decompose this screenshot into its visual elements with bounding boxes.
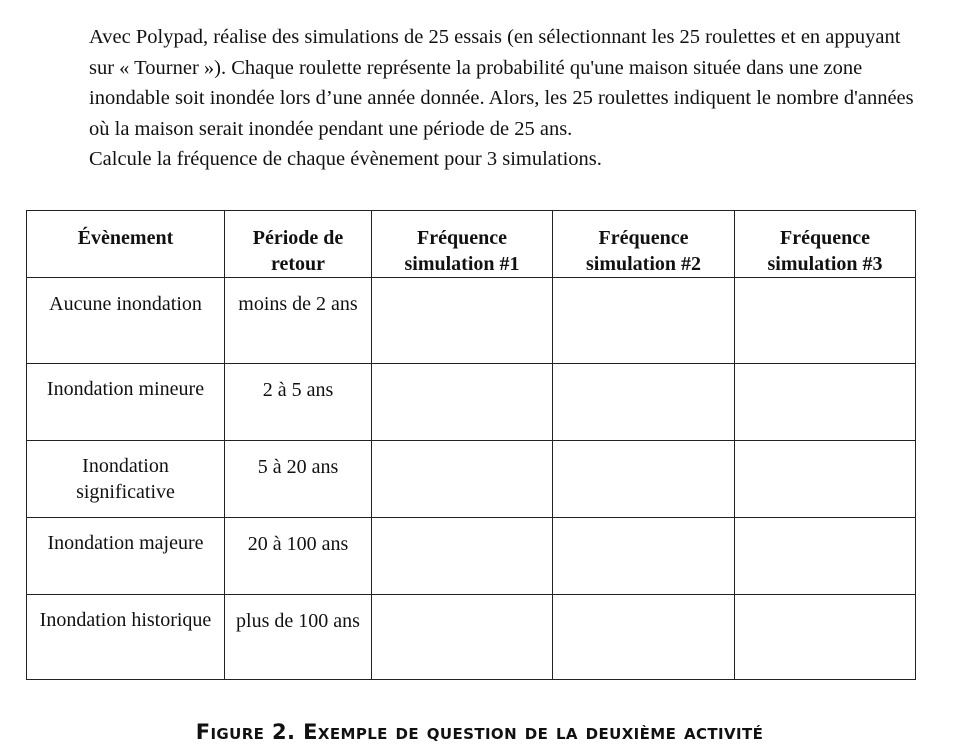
sim3-cell[interactable] (735, 518, 916, 595)
instructions (89, 22, 919, 175)
header-sim2: Fréquence simulation #2 (553, 211, 735, 278)
instructions-task: Calcule la fréquence de chaque évènement pour 3 simulations. (89, 148, 602, 170)
event-cell: Aucune inondation (27, 278, 225, 364)
period-cell: 20 à 100 ans (225, 518, 372, 595)
frequency-table (26, 210, 916, 680)
sim3-cell[interactable] (735, 595, 916, 680)
sim1-cell[interactable] (372, 441, 553, 518)
instructions-paragraph: Avec Polypad, réalise des simulations de 25 essais (en sélectionnant les 25 roulettes et en appuyant sur « Tourner »). Chaque roulette représente la probabilité qu'une maison située dans une zone inondable soit inondée lors d’une année donnée. Alors, les 25 roulettes indiquent le nombre d'années où la maison serait inondée pendant une période de 25 ans. (89, 26, 914, 140)
table-row (27, 595, 916, 680)
period-cell: 2 à 5 ans (225, 364, 372, 441)
header-event: Évènement (27, 211, 225, 278)
sim2-cell[interactable] (553, 364, 735, 441)
sim1-cell[interactable] (372, 278, 553, 364)
sim3-cell[interactable] (735, 278, 916, 364)
sim2-cell[interactable] (553, 518, 735, 595)
sim2-cell[interactable] (553, 595, 735, 680)
table-row (27, 518, 916, 595)
period-cell: 5 à 20 ans (225, 441, 372, 518)
table-row (27, 278, 916, 364)
figure-caption: Figure 2. Exemple de question de la deuxième activité (195, 720, 764, 744)
event-cell: Inondation significative (27, 441, 225, 518)
sim1-cell[interactable] (372, 595, 553, 680)
header-period: Période de retour (225, 211, 372, 278)
period-cell: plus de 100 ans (225, 595, 372, 680)
sim2-cell[interactable] (553, 441, 735, 518)
table-header-row (27, 211, 916, 278)
event-cell: Inondation majeure (27, 518, 225, 595)
table-row (27, 364, 916, 441)
sim3-cell[interactable] (735, 441, 916, 518)
table-row (27, 441, 916, 518)
sim1-cell[interactable] (372, 518, 553, 595)
sim2-cell[interactable] (553, 278, 735, 364)
header-sim1: Fréquence simulation #1 (372, 211, 553, 278)
sim3-cell[interactable] (735, 364, 916, 441)
header-sim3: Fréquence simulation #3 (735, 211, 916, 278)
event-cell: Inondation mineure (27, 364, 225, 441)
sim1-cell[interactable] (372, 364, 553, 441)
event-cell: Inondation historique (27, 595, 225, 680)
period-cell: moins de 2 ans (225, 278, 372, 364)
